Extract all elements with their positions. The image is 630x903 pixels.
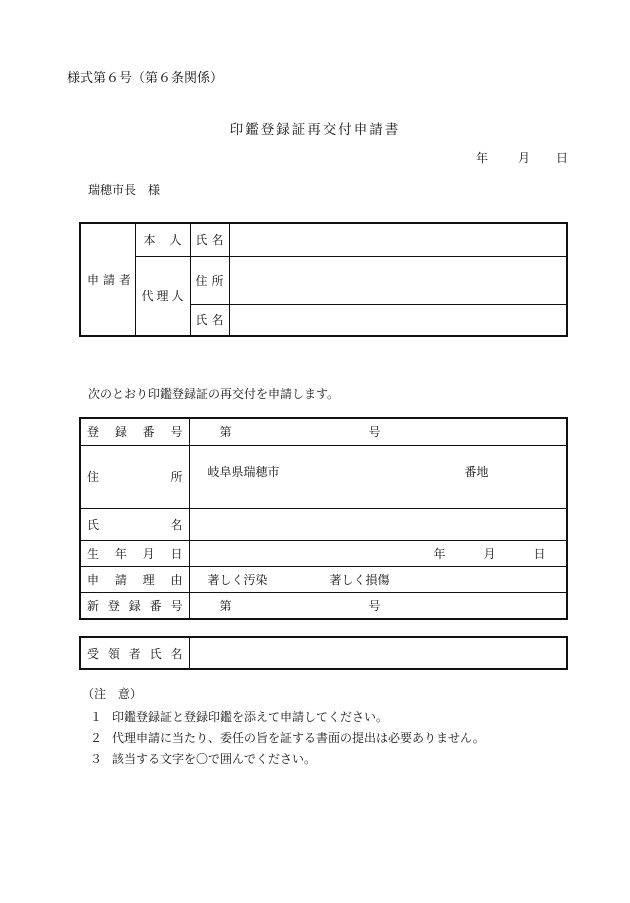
reason-field[interactable] [189, 566, 567, 592]
registration-number-field[interactable] [189, 418, 567, 445]
address-label: 住所 [80, 445, 189, 508]
note-text: 代理申請に当たり、委任の旨を証する書面の提出は必要ありません。 [112, 731, 485, 745]
agent-address-field[interactable] [229, 256, 567, 304]
receiver-table [79, 636, 568, 670]
self-name-label: 氏名 [190, 223, 229, 256]
name-label: 氏名 [80, 508, 189, 540]
birth-year: 年 [433, 546, 446, 561]
birth-date-label: 生年月日 [80, 540, 189, 566]
new-number-field[interactable] [189, 592, 567, 619]
date-month: 月 [518, 151, 531, 165]
date-line [476, 149, 568, 166]
new-number-label: 新登録番号 [80, 592, 189, 619]
agent-label: 代理人 [135, 256, 190, 336]
receiver-field[interactable] [189, 637, 567, 669]
registration-number-label: 登録番号 [80, 418, 189, 445]
applicant-table [79, 222, 568, 337]
registration-dai: 第 [219, 425, 232, 440]
birth-month: 月 [483, 546, 496, 561]
note-item [90, 708, 388, 725]
self-name-field[interactable] [229, 223, 567, 256]
address-banchi: 番地 [464, 464, 489, 479]
agent-address-label: 住所 [190, 256, 229, 304]
document-title: 印鑑登録証再交付申請書 [229, 122, 401, 138]
receiver-label: 受領者氏名 [80, 637, 189, 669]
note-number: ３ [90, 752, 103, 766]
agent-name-label: 氏名 [190, 304, 229, 336]
registration-gou: 号 [368, 425, 381, 440]
address-field[interactable] [189, 445, 567, 508]
date-year: 年 [476, 151, 489, 165]
addressee: 瑞穂市長 様 [88, 183, 161, 197]
applicant-section-label: 申請者 [80, 223, 135, 336]
birth-date-field[interactable] [189, 540, 567, 566]
birth-day: 日 [533, 546, 546, 561]
note-text: 該当する文字を〇で囲んでください。 [112, 752, 317, 766]
detail-table [79, 417, 568, 620]
intro-text: 次のとおり印鑑登録証の再交付を申請します。 [88, 387, 340, 401]
date-day: 日 [556, 151, 569, 165]
new-gou: 号 [368, 598, 381, 613]
self-label: 本 人 [135, 223, 190, 256]
reason-label: 申請理由 [80, 566, 189, 592]
note-number: １ [90, 710, 103, 724]
name-field[interactable] [189, 508, 567, 540]
note-text: 印鑑登録証と登録印鑑を添えて申請してください。 [112, 710, 389, 724]
notes-heading: （注 意） [82, 687, 143, 701]
new-dai: 第 [219, 598, 232, 613]
form-number: 様式第６号（第６条関係） [67, 71, 224, 86]
note-item [90, 729, 485, 746]
note-number: ２ [90, 731, 103, 745]
agent-name-field[interactable] [229, 304, 567, 336]
reason-option-soiled[interactable]: 著しく汚染 [207, 572, 268, 587]
address-prefix: 岐阜県瑞穂市 [207, 464, 280, 479]
reason-option-damaged[interactable]: 著しく損傷 [329, 572, 390, 587]
note-item [90, 750, 316, 767]
